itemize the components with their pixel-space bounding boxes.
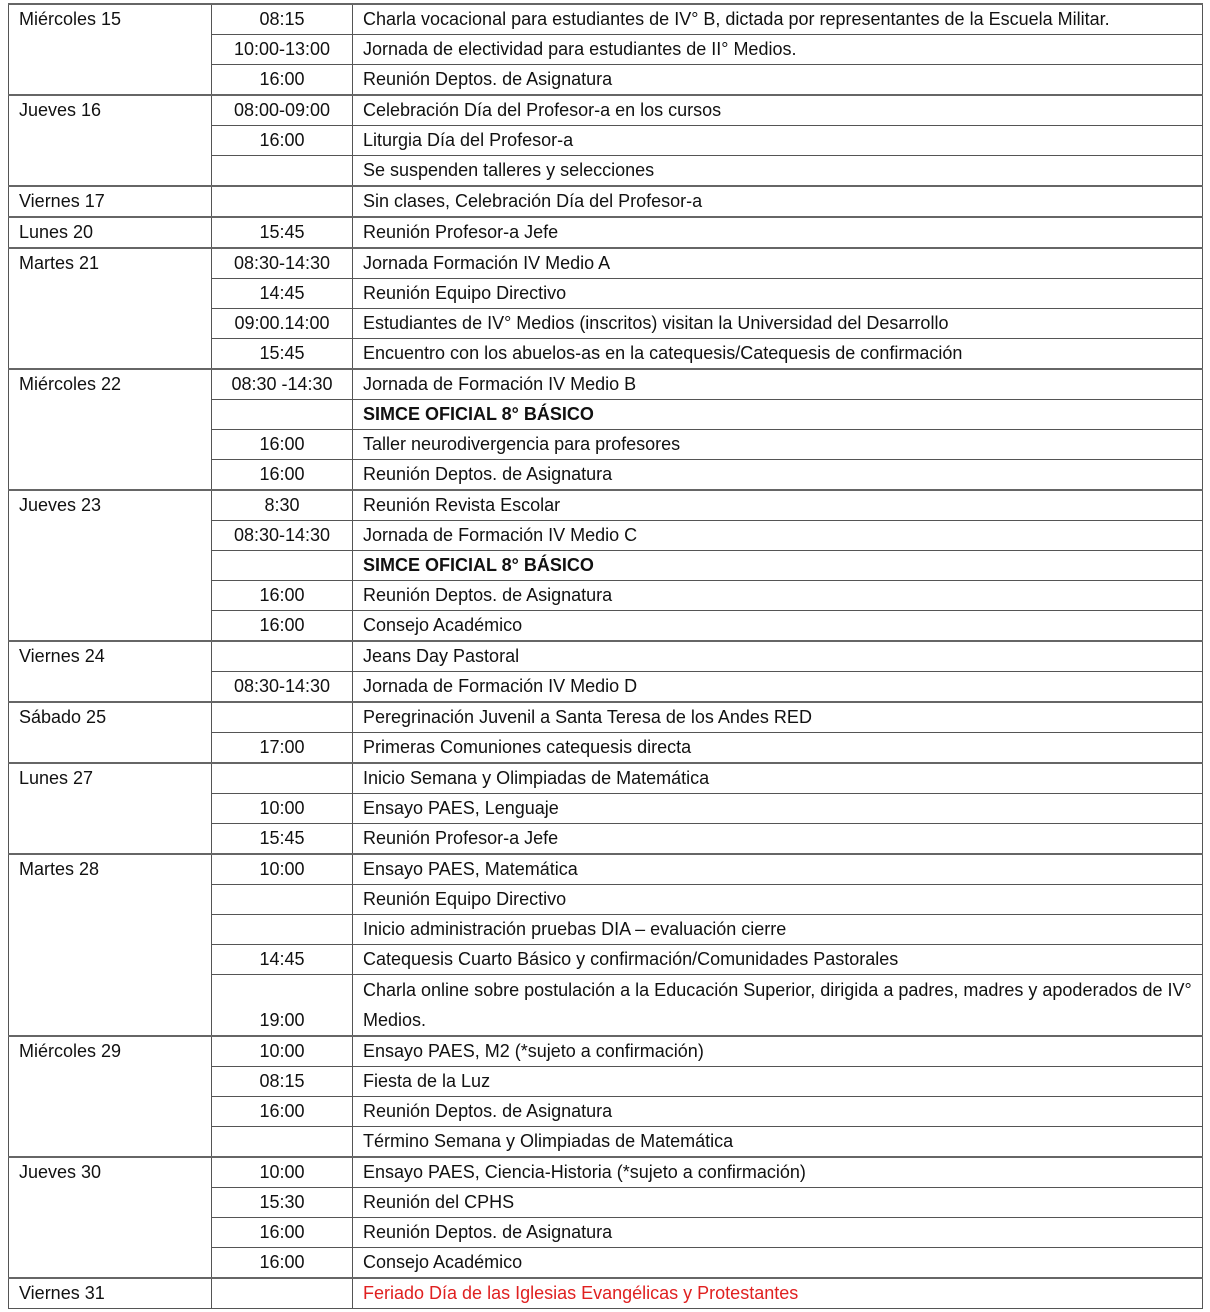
time-cell: 10:00 xyxy=(212,854,353,885)
event-cell: Encuentro con los abuelos-as en la catequesis/Catequesis de confirmación xyxy=(353,339,1203,370)
event-cell: Charla vocacional para estudiantes de IV° B, dictada por representantes de la Escuela Militar. xyxy=(353,4,1203,35)
time-cell: 15:45 xyxy=(212,824,353,855)
event-cell: Charla online sobre postulación a la Educación Superior, dirigida a padres, madres y apoderados de IV° Medios. xyxy=(353,975,1203,1037)
event-cell: Celebración Día del Profesor-a en los cursos xyxy=(353,95,1203,126)
event-cell: Jornada de Formación IV Medio C xyxy=(353,521,1203,551)
event-cell: Ensayo PAES, Lenguaje xyxy=(353,794,1203,824)
event-cell: Taller neurodivergencia para profesores xyxy=(353,430,1203,460)
time-cell: 08:30-14:30 xyxy=(212,521,353,551)
day-cell: Miércoles 15 xyxy=(9,4,212,95)
time-cell: 16:00 xyxy=(212,611,353,642)
time-cell xyxy=(212,885,353,915)
event-cell: Inicio administración pruebas DIA – evaluación cierre xyxy=(353,915,1203,945)
day-cell: Jueves 23 xyxy=(9,490,212,641)
schedule-body xyxy=(9,4,1203,1309)
event-cell: Fiesta de la Luz xyxy=(353,1067,1203,1097)
event-cell: SIMCE OFICIAL 8° BÁSICO xyxy=(353,400,1203,430)
time-cell: 8:30 xyxy=(212,490,353,521)
event-cell: Reunión del CPHS xyxy=(353,1188,1203,1218)
time-cell: 16:00 xyxy=(212,581,353,611)
event-cell: Ensayo PAES, Matemática xyxy=(353,854,1203,885)
event-cell: Reunión Profesor-a Jefe xyxy=(353,824,1203,855)
time-cell xyxy=(212,1278,353,1309)
table-row xyxy=(9,854,1203,885)
event-cell: Peregrinación Juvenil a Santa Teresa de los Andes RED xyxy=(353,702,1203,733)
time-cell: 16:00 xyxy=(212,65,353,96)
table-row xyxy=(9,641,1203,672)
table-row xyxy=(9,369,1203,400)
table-row xyxy=(9,248,1203,279)
time-cell: 16:00 xyxy=(212,1248,353,1279)
day-cell: Jueves 30 xyxy=(9,1157,212,1278)
time-cell: 14:45 xyxy=(212,279,353,309)
time-cell: 08:30 -14:30 xyxy=(212,369,353,400)
day-cell: Viernes 17 xyxy=(9,186,212,217)
time-cell: 08:30-14:30 xyxy=(212,672,353,703)
time-cell: 10:00-13:00 xyxy=(212,35,353,65)
event-cell: Reunión Deptos. de Asignatura xyxy=(353,1218,1203,1248)
event-cell: Reunión Deptos. de Asignatura xyxy=(353,460,1203,491)
time-cell xyxy=(212,1127,353,1158)
time-cell: 09:00.14:00 xyxy=(212,309,353,339)
table-row xyxy=(9,186,1203,217)
time-cell: 16:00 xyxy=(212,1097,353,1127)
event-cell: Ensayo PAES, Ciencia-Historia (*sujeto a confirmación) xyxy=(353,1157,1203,1188)
table-row xyxy=(9,763,1203,794)
event-cell: Consejo Académico xyxy=(353,611,1203,642)
time-cell: 10:00 xyxy=(212,1157,353,1188)
time-cell xyxy=(212,551,353,581)
event-cell: Liturgia Día del Profesor-a xyxy=(353,126,1203,156)
event-cell: Reunión Equipo Directivo xyxy=(353,885,1203,915)
time-cell: 16:00 xyxy=(212,460,353,491)
time-cell: 16:00 xyxy=(212,430,353,460)
time-cell: 10:00 xyxy=(212,794,353,824)
event-cell: Consejo Académico xyxy=(353,1248,1203,1279)
table-row xyxy=(9,490,1203,521)
table-row xyxy=(9,217,1203,248)
time-cell xyxy=(212,915,353,945)
time-cell: 08:15 xyxy=(212,1067,353,1097)
event-cell: Reunión Deptos. de Asignatura xyxy=(353,581,1203,611)
time-cell xyxy=(212,641,353,672)
day-cell: Martes 21 xyxy=(9,248,212,369)
event-cell: Ensayo PAES, M2 (*sujeto a confirmación) xyxy=(353,1036,1203,1067)
time-cell: 15:45 xyxy=(212,217,353,248)
day-cell: Miércoles 22 xyxy=(9,369,212,490)
event-cell: Catequesis Cuarto Básico y confirmación/Comunidades Pastorales xyxy=(353,945,1203,975)
time-cell xyxy=(212,186,353,217)
time-cell: 15:30 xyxy=(212,1188,353,1218)
event-cell: Término Semana y Olimpiadas de Matemática xyxy=(353,1127,1203,1158)
time-cell xyxy=(212,763,353,794)
table-row xyxy=(9,1157,1203,1188)
event-cell: Jornada de electividad para estudiantes de II° Medios. xyxy=(353,35,1203,65)
table-row xyxy=(9,1036,1203,1067)
event-cell: Reunión Deptos. de Asignatura xyxy=(353,65,1203,96)
table-row xyxy=(9,702,1203,733)
schedule-table xyxy=(8,3,1203,1309)
day-cell: Jueves 16 xyxy=(9,95,212,186)
holiday-event-cell: Feriado Día de las Iglesias Evangélicas y Protestantes xyxy=(353,1278,1203,1309)
time-cell xyxy=(212,156,353,187)
day-cell: Sábado 25 xyxy=(9,702,212,763)
time-cell: 19:00 xyxy=(212,975,353,1037)
time-cell: 16:00 xyxy=(212,126,353,156)
table-row xyxy=(9,1278,1203,1309)
time-cell: 17:00 xyxy=(212,733,353,764)
table-row xyxy=(9,4,1203,35)
time-cell xyxy=(212,400,353,430)
event-cell: Reunión Revista Escolar xyxy=(353,490,1203,521)
day-cell: Martes 28 xyxy=(9,854,212,1036)
event-cell: Reunión Equipo Directivo xyxy=(353,279,1203,309)
day-cell: Lunes 20 xyxy=(9,217,212,248)
time-cell: 08:15 xyxy=(212,4,353,35)
event-cell: Jornada de Formación IV Medio D xyxy=(353,672,1203,703)
time-cell: 14:45 xyxy=(212,945,353,975)
event-cell: Inicio Semana y Olimpiadas de Matemática xyxy=(353,763,1203,794)
event-cell: Jornada Formación IV Medio A xyxy=(353,248,1203,279)
day-cell: Viernes 31 xyxy=(9,1278,212,1309)
day-cell: Lunes 27 xyxy=(9,763,212,854)
event-cell: Jornada de Formación IV Medio B xyxy=(353,369,1203,400)
day-cell: Viernes 24 xyxy=(9,641,212,702)
event-cell: SIMCE OFICIAL 8° BÁSICO xyxy=(353,551,1203,581)
table-row xyxy=(9,95,1203,126)
event-cell: Se suspenden talleres y selecciones xyxy=(353,156,1203,187)
time-cell: 10:00 xyxy=(212,1036,353,1067)
event-cell: Reunión Profesor-a Jefe xyxy=(353,217,1203,248)
time-cell: 08:30-14:30 xyxy=(212,248,353,279)
time-cell: 15:45 xyxy=(212,339,353,370)
event-cell: Jeans Day Pastoral xyxy=(353,641,1203,672)
day-cell: Miércoles 29 xyxy=(9,1036,212,1157)
time-cell: 16:00 xyxy=(212,1218,353,1248)
time-cell xyxy=(212,702,353,733)
event-cell: Primeras Comuniones catequesis directa xyxy=(353,733,1203,764)
event-cell: Reunión Deptos. de Asignatura xyxy=(353,1097,1203,1127)
time-cell: 08:00-09:00 xyxy=(212,95,353,126)
event-cell: Estudiantes de IV° Medios (inscritos) visitan la Universidad del Desarrollo xyxy=(353,309,1203,339)
event-cell: Sin clases, Celebración Día del Profesor-a xyxy=(353,186,1203,217)
